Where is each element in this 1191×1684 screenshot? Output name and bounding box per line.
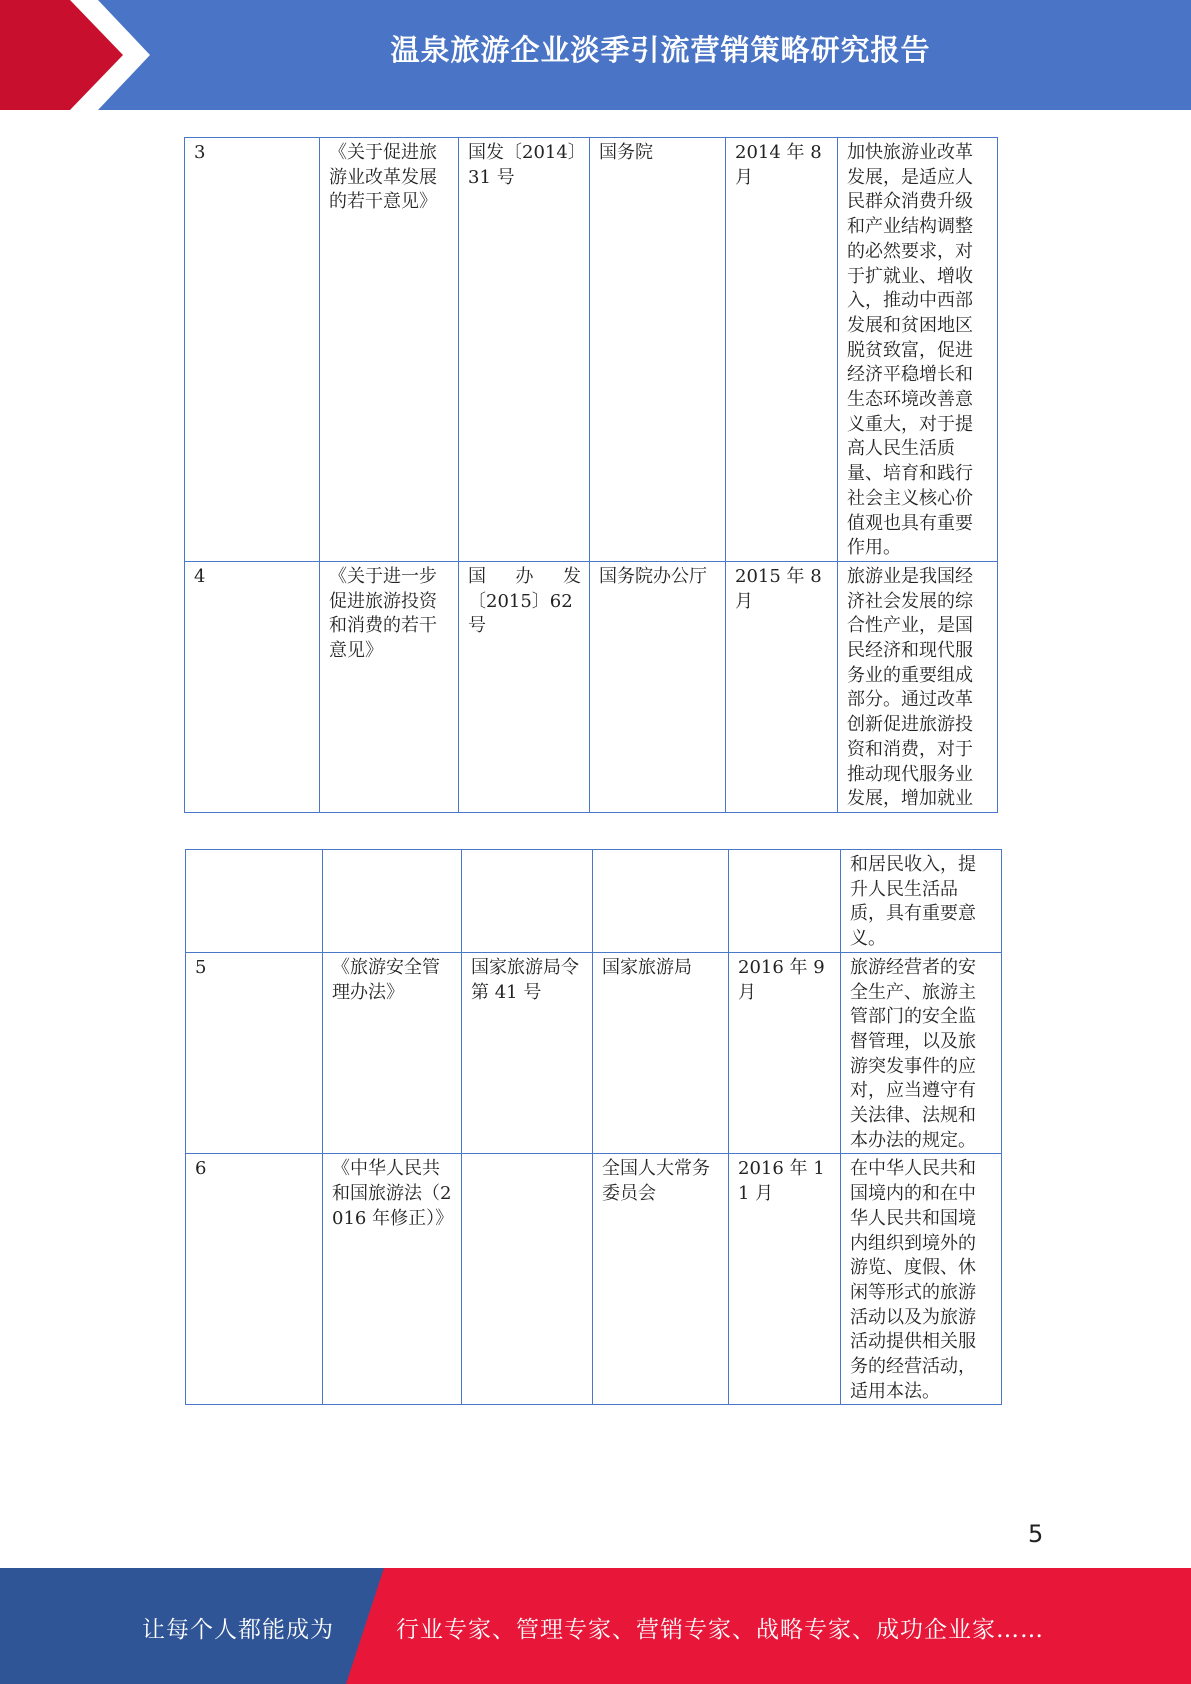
issuing-authority: 全国人大常务委员会 <box>593 1154 729 1405</box>
table-row <box>185 561 998 812</box>
issuing-authority: 国务院 <box>590 138 726 562</box>
policy-table-part-1 <box>184 137 998 813</box>
policy-name: 《关于促进旅游业改革发展的若干意见》 <box>320 138 459 562</box>
policy-table-part-2 <box>185 849 1002 1405</box>
issue-date: 2014 年 8 月 <box>726 138 838 562</box>
table-row <box>186 952 1002 1154</box>
row-number: 4 <box>185 561 320 812</box>
row-number: 3 <box>185 138 320 562</box>
row-number: 6 <box>186 1154 323 1405</box>
document-number: 国家旅游局令第 41 号 <box>462 952 593 1154</box>
document-number <box>459 561 590 812</box>
policy-name: 《中华人民共和国旅游法（2016 年修正）》 <box>323 1154 462 1405</box>
issue-date: 2016 年 11 月 <box>729 1154 841 1405</box>
policy-content: 旅游经营者的安全生产、旅游主管部门的安全监督管理，以及旅游突发事件的应对，应当遵守有关法律、法规和本办法的规定。 <box>841 952 1002 1154</box>
page-number: 5 <box>1028 1520 1044 1548</box>
footer-slogan-roles: 行业专家、管理专家、营销专家、战略专家、成功企业家…… <box>396 1617 1044 1643</box>
policy-name: 《旅游安全管理办法》 <box>323 952 462 1154</box>
table-row <box>185 138 998 562</box>
page-header <box>0 0 1191 110</box>
policy-content: 在中华人民共和国境内的和在中华人民共和国境内组织到境外的游览、度假、休闲等形式的旅游活动以及为旅游活动提供相关服务的经营活动，适用本法。 <box>841 1154 1002 1405</box>
page-footer <box>0 1568 1191 1684</box>
issue-date <box>729 850 841 953</box>
row-number <box>186 850 323 953</box>
policy-content: 旅游业是我国经济社会发展的综合性产业，是国民经济和现代服务业的重要组成部分。通过改革创新促进旅游投资和消费，对于推动现代服务业发展，增加就业 <box>838 561 998 812</box>
footer-slogan-lead: 让每个人都能成为 <box>142 1617 334 1643</box>
issue-date: 2016 年 9 月 <box>729 952 841 1154</box>
document-number: 国发〔2014〕31 号 <box>459 138 590 562</box>
issue-date: 2015 年 8 月 <box>726 561 838 812</box>
row-number: 5 <box>186 952 323 1154</box>
issuing-authority <box>593 850 729 953</box>
document-number <box>462 850 593 953</box>
policy-content: 和居民收入，提升人民生活品质，具有重要意义。 <box>841 850 1002 953</box>
table-row <box>186 1154 1002 1405</box>
policy-name <box>323 850 462 953</box>
document-number-line-1: 国 办 发 <box>468 565 581 587</box>
report-title: 温泉旅游企业淡季引流营销策略研究报告 <box>390 33 931 67</box>
policy-content: 加快旅游业改革发展，是适应人民群众消费升级和产业结构调整的必然要求，对于扩就业、增收入，推动中西部发展和贫困地区脱贫致富，促进经济平稳增长和生态环境改善意义重大，对于提高人民生活质量、培育和践行社会主义核心价值观也具有重要作用。 <box>838 138 998 562</box>
document-number <box>462 1154 593 1405</box>
document-number-line-2: 〔2015〕62 号 <box>468 590 573 637</box>
table-row <box>186 850 1002 953</box>
issuing-authority: 国家旅游局 <box>593 952 729 1154</box>
policy-name: 《关于进一步促进旅游投资和消费的若干意见》 <box>320 561 459 812</box>
issuing-authority: 国务院办公厅 <box>590 561 726 812</box>
